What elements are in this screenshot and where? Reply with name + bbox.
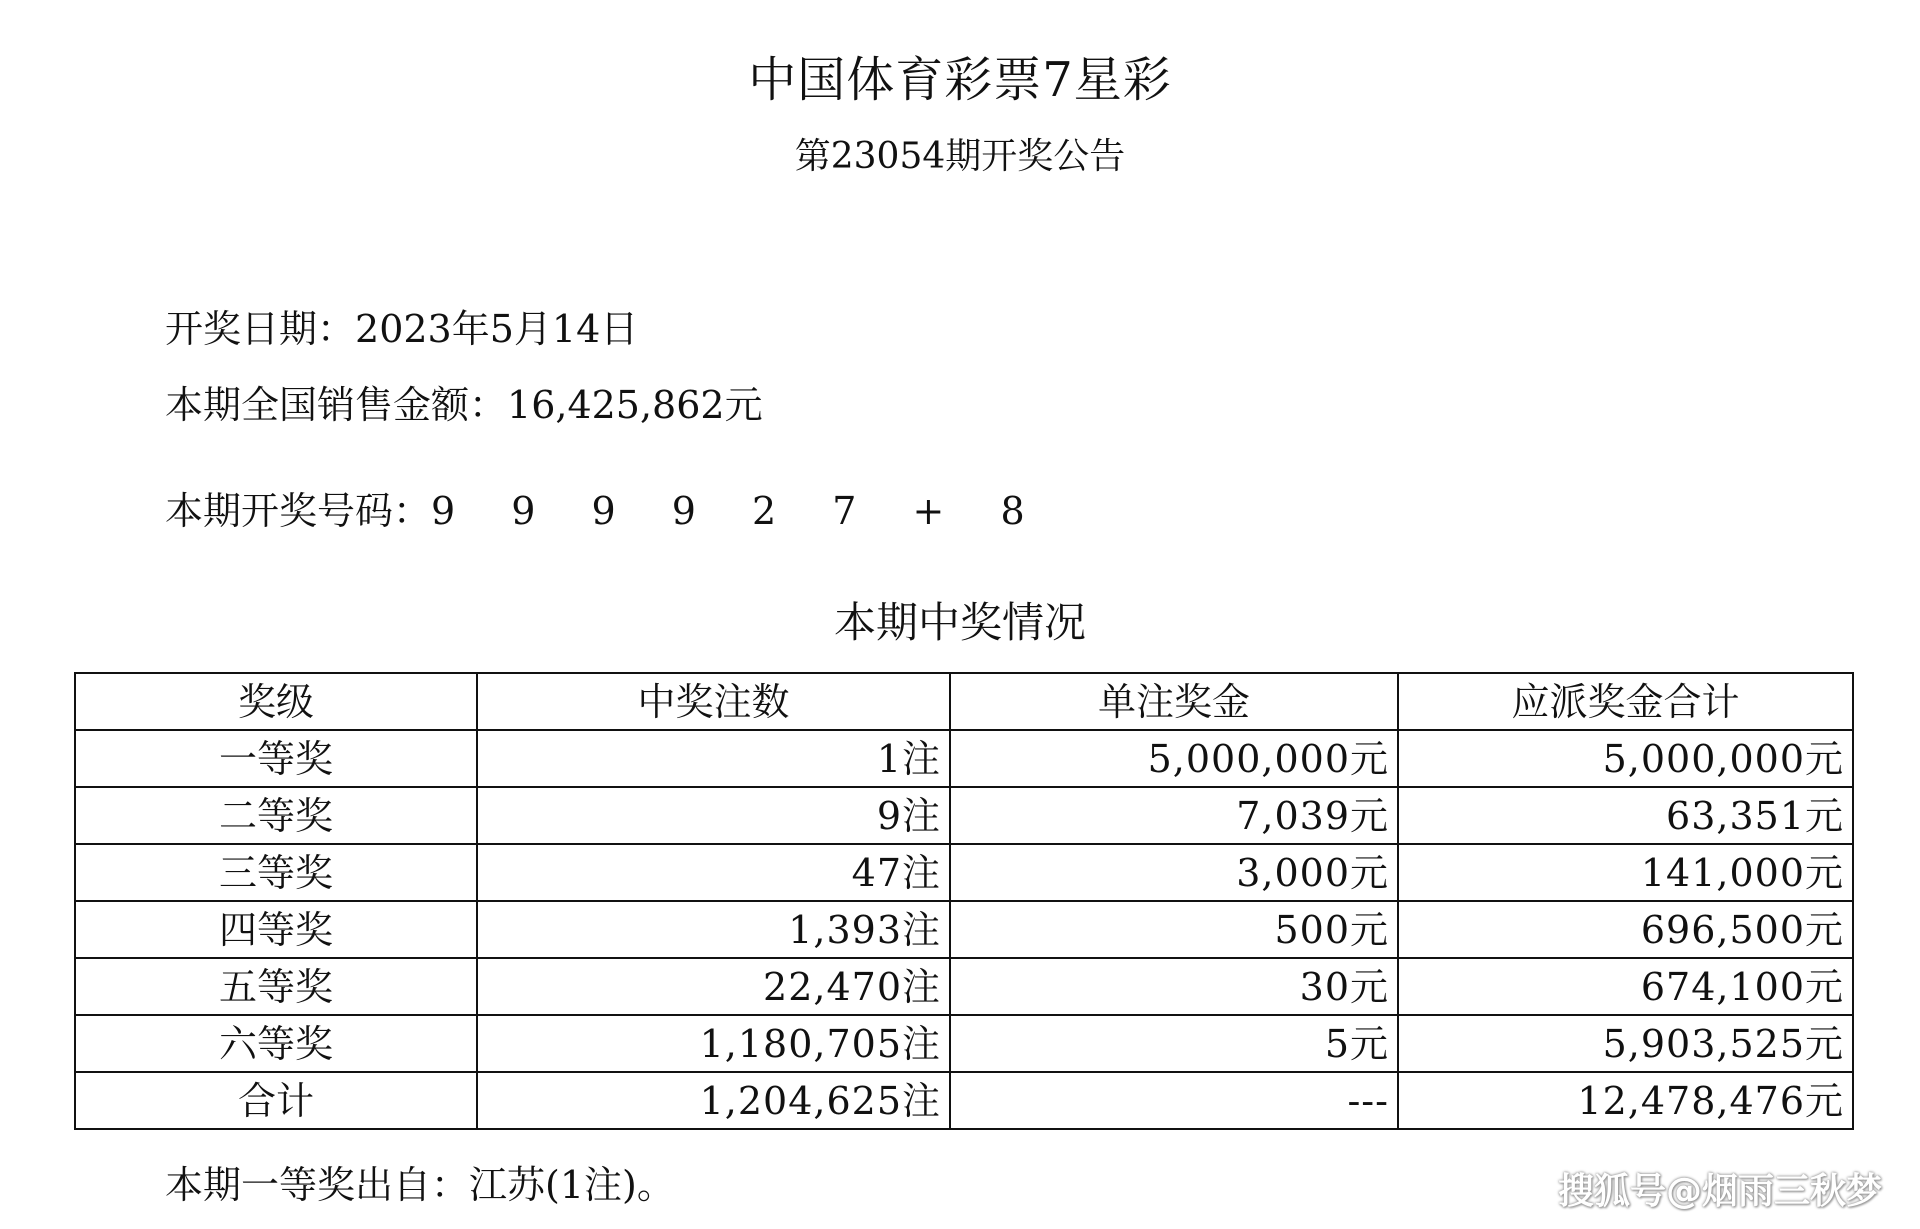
prize-level-cell: 一等奖 — [75, 730, 477, 787]
sales-amount-value: 16,425,862元 — [507, 383, 763, 427]
draw-date-label: 开奖日期： — [165, 307, 356, 351]
winner-count-cell: 47注 — [477, 844, 950, 901]
draw-date-value: 2023年5月14日 — [355, 307, 639, 351]
first-prize-origin-note: 本期一等奖出自：江苏(1注)。 — [165, 1163, 675, 1207]
watermark: 搜狐号@烟雨三秋梦 — [1557, 1171, 1882, 1212]
unit-prize-cell: 5,000,000元 — [950, 730, 1398, 787]
table-row — [75, 958, 1853, 1015]
total-label-cell: 合计 — [75, 1072, 477, 1129]
total-payout-cell: 5,903,525元 — [1398, 1015, 1853, 1072]
header-prize-level: 奖级 — [75, 673, 477, 730]
prize-table — [74, 672, 1854, 1130]
table-row — [75, 730, 1853, 787]
prize-level-cell: 二等奖 — [75, 787, 477, 844]
header-unit-prize: 单注奖金 — [950, 673, 1398, 730]
sales-amount-label: 本期全国销售金额： — [165, 383, 508, 427]
unit-prize-cell: 3,000元 — [950, 844, 1398, 901]
total-payout-cell: 674,100元 — [1398, 958, 1853, 1015]
table-row — [75, 1015, 1853, 1072]
unit-prize-cell: 500元 — [950, 901, 1398, 958]
total-winner-count-cell: 1,204,625注 — [477, 1072, 950, 1129]
prize-level-cell: 三等奖 — [75, 844, 477, 901]
table-header-row — [75, 673, 1853, 730]
page-subtitle: 第23054期开奖公告 — [794, 136, 1126, 177]
total-payout-cell: 63,351元 — [1398, 787, 1853, 844]
header-winner-count: 中奖注数 — [477, 673, 950, 730]
unit-prize-cell: 5元 — [950, 1015, 1398, 1072]
unit-prize-cell: 30元 — [950, 958, 1398, 1015]
table-total-row — [75, 1072, 1853, 1129]
winner-count-cell: 1,393注 — [477, 901, 950, 958]
prize-level-cell: 五等奖 — [75, 958, 477, 1015]
total-unit-prize-cell: --- — [950, 1072, 1398, 1129]
winner-count-cell: 1,180,705注 — [477, 1015, 950, 1072]
table-row — [75, 844, 1853, 901]
winning-numbers-label: 本期开奖号码： — [165, 489, 432, 533]
winning-numbers-line — [165, 486, 1047, 536]
section-title: 本期中奖情况 — [833, 598, 1086, 647]
total-payout-sum-cell: 12,478,476元 — [1398, 1072, 1853, 1129]
prize-level-cell: 四等奖 — [75, 901, 477, 958]
winner-count-cell: 22,470注 — [477, 958, 950, 1015]
sales-amount-line — [165, 380, 763, 430]
prize-level-cell: 六等奖 — [75, 1015, 477, 1072]
total-payout-cell: 141,000元 — [1398, 844, 1853, 901]
header-total-payout: 应派奖金合计 — [1398, 673, 1853, 730]
winner-count-cell: 9注 — [477, 787, 950, 844]
table-row — [75, 787, 1853, 844]
total-payout-cell: 696,500元 — [1398, 901, 1853, 958]
draw-date-line — [165, 304, 638, 354]
total-payout-cell: 5,000,000元 — [1398, 730, 1853, 787]
winner-count-cell: 1注 — [477, 730, 950, 787]
table-row — [75, 901, 1853, 958]
winning-numbers-value: 9 9 9 9 2 7 + 8 — [431, 489, 1047, 533]
page-title: 中国体育彩票7星彩 — [748, 52, 1172, 108]
unit-prize-cell: 7,039元 — [950, 787, 1398, 844]
